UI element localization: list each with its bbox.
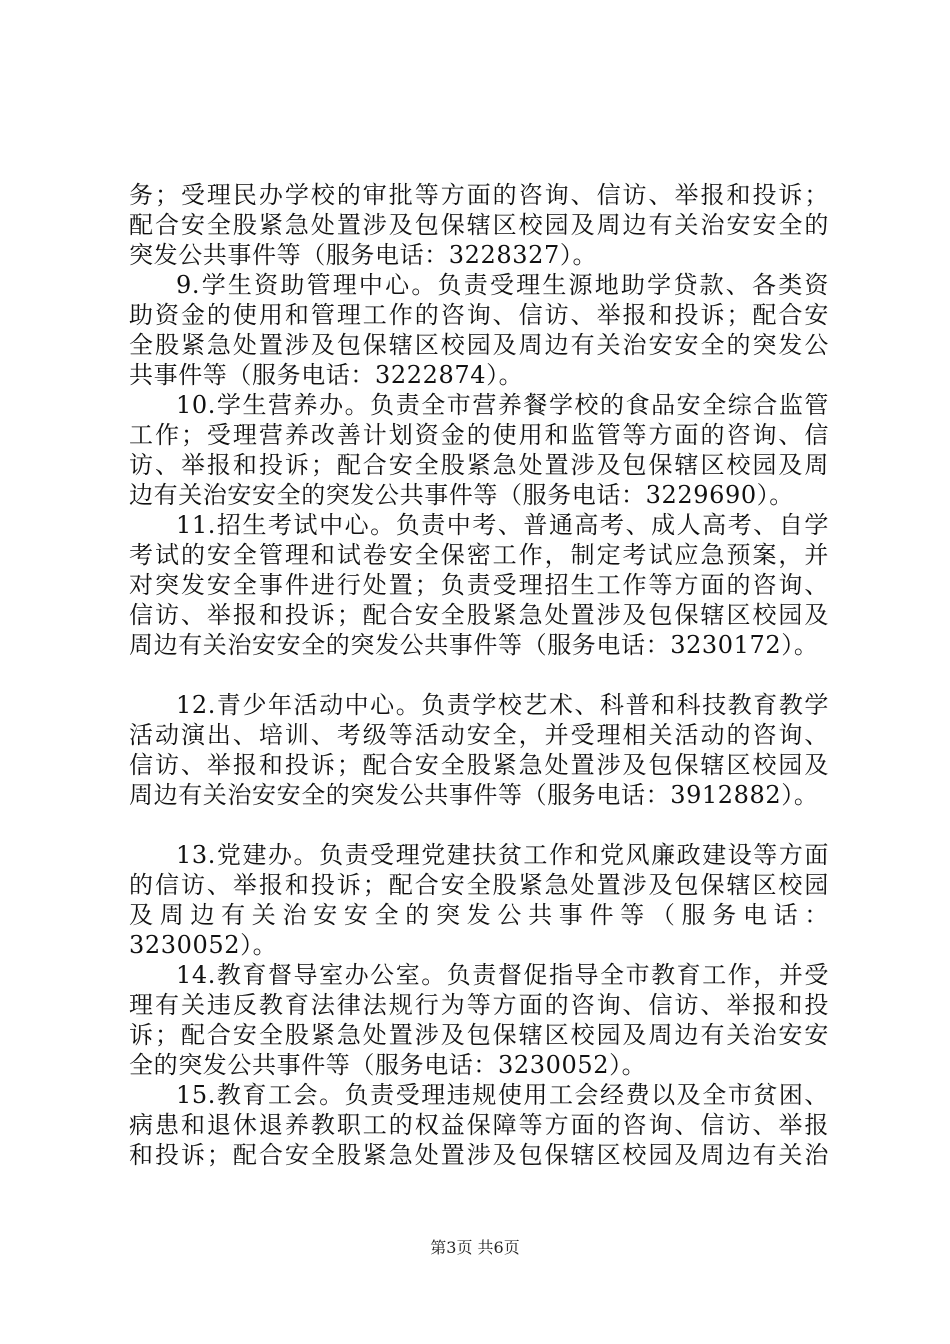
text-line: 全股紧急处置涉及包保辖区校园及周边有关治安安全的突发公	[129, 331, 829, 359]
text-line: 及周边有关治安安全的突发公共事件等（服务电话：	[129, 901, 829, 929]
text-line: 3230052）。	[129, 931, 278, 959]
text-line: 考试的安全管理和试卷安全保密工作，制定考试应急预案，并	[129, 541, 829, 569]
text-line: 共事件等（服务电话：3222874）。	[129, 361, 524, 389]
text-line: 9.学生资助管理中心。负责受理生源地助学贷款、各类资	[176, 271, 829, 299]
text-line: 周边有关治安安全的突发公共事件等（服务电话：3230172）。	[129, 631, 819, 659]
text-line: 信访、举报和投诉；配合安全股紧急处置涉及包保辖区校园及	[129, 601, 829, 629]
text-line: 10.学生营养办。负责全市营养餐学校的食品安全综合监管	[176, 391, 829, 419]
text-line: 周边有关治安安全的突发公共事件等（服务电话：3912882）。	[129, 781, 819, 809]
text-line: 诉；配合安全股紧急处置涉及包保辖区校园及周边有关治安安	[129, 1021, 829, 1049]
text-line: 病患和退休退养教职工的权益保障等方面的咨询、信访、举报	[129, 1111, 829, 1139]
text-line: 11.招生考试中心。负责中考、普通高考、成人高考、自学	[176, 511, 829, 539]
text-line: 信访、举报和投诉；配合安全股紧急处置涉及包保辖区校园及	[129, 751, 829, 779]
text-line: 全的突发公共事件等（服务电话：3230052）。	[129, 1051, 647, 1079]
text-line: 13.党建办。负责受理党建扶贫工作和党风廉政建设等方面	[176, 841, 829, 869]
text-line: 务；受理民办学校的审批等方面的咨询、信访、举报和投诉；	[129, 181, 829, 209]
text-line: 12.青少年活动中心。负责学校艺术、科普和科技教育教学	[176, 691, 829, 719]
text-line: 边有关治安安全的突发公共事件等（服务电话：3229690）。	[129, 481, 794, 509]
page-footer: 第3页 共6页	[430, 1238, 520, 1257]
text-line: 工作；受理营养改善计划资金的使用和监管等方面的咨询、信	[129, 421, 829, 449]
text-line: 活动演出、培训、考级等活动安全，并受理相关活动的咨询、	[129, 721, 829, 749]
text-line: 15.教育工会。负责受理违规使用工会经费以及全市贫困、	[176, 1081, 829, 1109]
text-line: 和投诉；配合安全股紧急处置涉及包保辖区校园及周边有关治	[129, 1141, 829, 1169]
text-line: 访、举报和投诉；配合安全股紧急处置涉及包保辖区校园及周	[129, 451, 829, 479]
text-line: 助资金的使用和管理工作的咨询、信访、举报和投诉；配合安	[129, 301, 829, 329]
text-line: 对突发安全事件进行处置；负责受理招生工作等方面的咨询、	[129, 571, 829, 599]
text-line: 理有关违反教育法律法规行为等方面的咨询、信访、举报和投	[129, 991, 829, 1019]
text-line: 突发公共事件等（服务电话：3228327）。	[129, 241, 598, 269]
text-line: 配合安全股紧急处置涉及包保辖区校园及周边有关治安安全的	[129, 211, 829, 239]
text-line: 的信访、举报和投诉；配合安全股紧急处置涉及包保辖区校园	[129, 871, 829, 899]
text-line: 14.教育督导室办公室。负责督促指导全市教育工作，并受	[176, 961, 829, 989]
